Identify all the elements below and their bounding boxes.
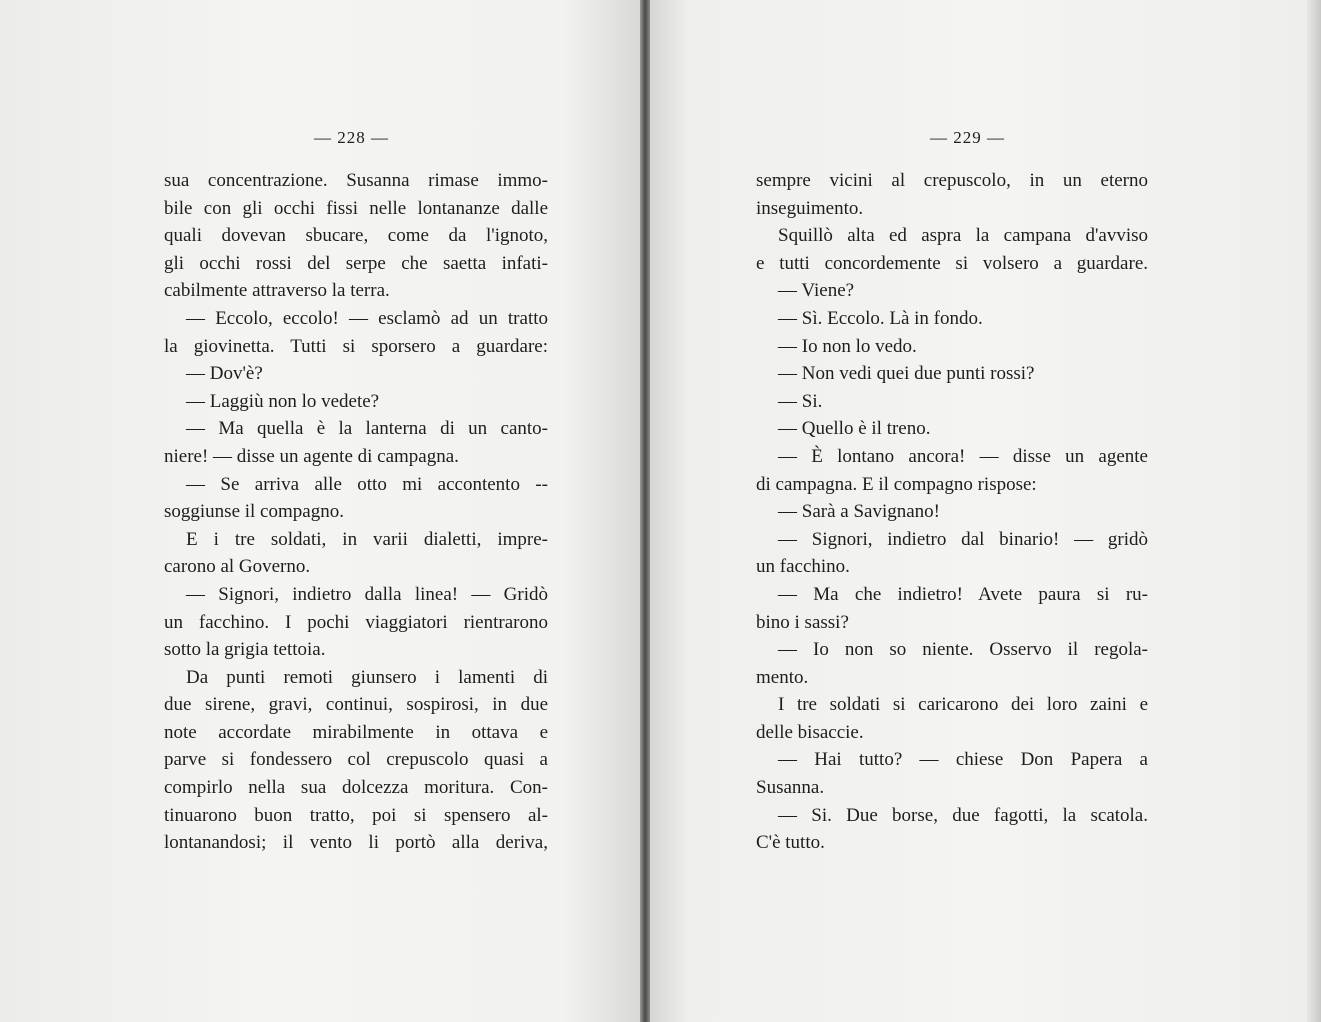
text-line: — Ma che indietro! Avete paura si ru- <box>778 583 1148 605</box>
text-line: Susanna. <box>756 777 825 799</box>
text-line: lontanandosi; il vento li portò alla deriva, <box>164 832 548 854</box>
text-line: un facchino. I pochi viaggiatori rientrarono <box>164 611 548 633</box>
text-line: cabilmente attraverso la terra. <box>164 280 390 302</box>
text-line: note accordate mirabilmente in ottava e <box>164 721 548 743</box>
text-line: — Signori, indietro dalla linea! — Gridò <box>186 583 548 605</box>
text-line: carono al Governo. <box>164 556 311 578</box>
right-page-text <box>756 167 1148 857</box>
text-line: — Sarà a Savignano! <box>778 501 940 523</box>
text-line: due sirene, gravi, continui, sospirosi, in due <box>164 694 548 716</box>
text-line: mento. <box>756 666 809 688</box>
left-page-number: — 228 — <box>314 128 389 147</box>
text-line: — Ma quella è la lanterna di un canto- <box>186 418 548 440</box>
text-line: soggiunse il compagno. <box>164 501 344 523</box>
text-line: compirlo nella sua dolcezza moritura. Con- <box>164 777 548 799</box>
text-line: — Io non lo vedo. <box>778 335 917 357</box>
text-line: la giovinetta. Tutti si sporsero a guardare: <box>164 335 548 357</box>
text-line: un facchino. <box>756 556 850 578</box>
right-page-number: — 229 — <box>930 128 1005 147</box>
text-line: — Io non so niente. Osservo il regola- <box>778 639 1148 661</box>
left-page <box>0 0 640 1022</box>
text-line: E i tre soldati, in varii dialetti, impre- <box>186 528 548 550</box>
text-line: Da punti remoti giunsero i lamenti di <box>186 666 548 688</box>
text-line: quali dovevan sbucare, come da l'ignoto, <box>164 225 548 247</box>
text-line: bile con gli occhi fissi nelle lontananze dalle <box>164 197 548 219</box>
text-line: — Si. <box>778 390 823 412</box>
text-line: — Laggiù non lo vedete? <box>186 390 380 412</box>
text-line: — Viene? <box>778 280 855 302</box>
text-line: C'è tutto. <box>756 832 825 854</box>
text-line: gli occhi rossi del serpe che saetta infati- <box>164 252 548 274</box>
right-page <box>650 0 1321 1022</box>
text-line: inseguimento. <box>756 197 864 219</box>
text-line: — Signori, indietro dal binario! — gridò <box>778 528 1148 550</box>
page-edge <box>1307 0 1321 1022</box>
text-line: sua concentrazione. Susanna rimase immo- <box>164 170 548 191</box>
text-line: parve si fondessero col crepuscolo quasi a <box>164 749 548 771</box>
text-line: sotto la grigia tettoia. <box>164 639 326 661</box>
book-gutter <box>640 0 650 1022</box>
text-line: — Non vedi quei due punti rossi? <box>778 363 1035 385</box>
text-line: niere! — disse un agente di campagna. <box>164 445 459 467</box>
text-line: delle bisaccie. <box>756 721 864 743</box>
text-line: — È lontano ancora! — disse un agente <box>778 445 1148 467</box>
left-page-text <box>164 167 548 857</box>
text-line: — Hai tutto? — chiese Don Papera a <box>778 749 1148 771</box>
text-line: I tre soldati si caricarono dei loro zaini e <box>778 694 1148 716</box>
text-line: di campagna. E il compagno rispose: <box>756 473 1037 495</box>
text-line: sempre vicini al crepuscolo, in un eterno <box>756 170 1148 191</box>
text-line: — Si. Due borse, due fagotti, la scatola. <box>778 804 1148 826</box>
text-line: bino i sassi? <box>756 611 849 633</box>
text-line: — Eccolo, eccolo! — esclamò ad un tratto <box>186 307 548 329</box>
text-line: — Quello è il treno. <box>778 418 931 440</box>
text-line: — Sì. Eccolo. Là in fondo. <box>778 307 983 329</box>
text-line: tinuarono buon tratto, poi si spensero al- <box>164 804 548 826</box>
text-line: Squillò alta ed aspra la campana d'avviso <box>778 225 1148 247</box>
text-line: e tutti concordemente si volsero a guardare. <box>756 252 1148 274</box>
text-line: — Se arriva alle otto mi accontento -- <box>186 473 548 495</box>
text-line: — Dov'è? <box>186 363 263 385</box>
